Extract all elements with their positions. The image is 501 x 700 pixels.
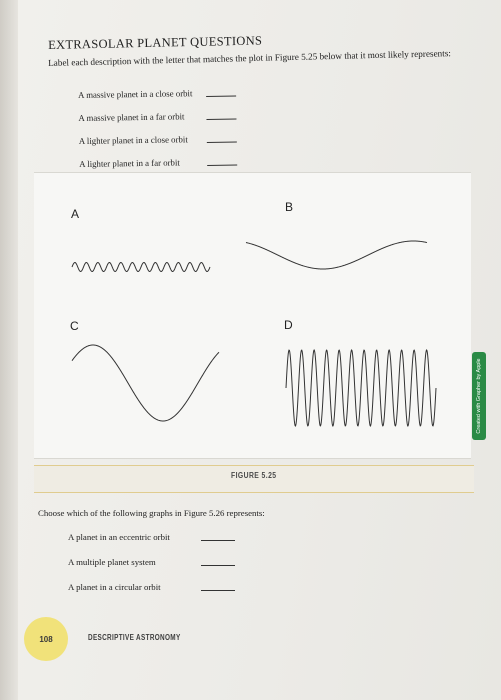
panel-label-a: A <box>71 207 80 221</box>
option-label: A multiple planet system <box>68 557 156 567</box>
option-label: A planet in an eccentric orbit <box>68 532 170 542</box>
option-list <box>68 532 235 607</box>
description-label: A massive planet in a close orbit <box>78 88 193 100</box>
list-item <box>79 134 237 159</box>
answer-blank[interactable] <box>201 565 235 566</box>
wave-d-plot <box>286 350 436 426</box>
figure-waves <box>34 173 471 458</box>
description-label: A lighter planet in a far orbit <box>79 157 180 169</box>
grapher-tag <box>472 352 486 440</box>
question-prompt: Choose which of the following graphs in Figure 5.26 represents: <box>38 508 265 518</box>
grapher-tag-text: Created with Grapher by Apple <box>476 358 482 434</box>
list-item <box>78 111 236 136</box>
panel-label-d: D <box>284 318 293 332</box>
option-label: A planet in a circular orbit <box>68 582 161 592</box>
list-item <box>68 557 235 582</box>
answer-blank[interactable] <box>201 590 235 591</box>
book-title: DESCRIPTIVE ASTRONOMY <box>88 633 181 642</box>
list-item <box>68 582 235 607</box>
instructions-text: Label each description with the letter that matches the plot in Figure 5.25 below that it most likely represents: <box>48 48 451 68</box>
panel-label-c: C <box>70 319 79 333</box>
figure-5-25 <box>34 172 471 459</box>
answer-blank[interactable] <box>206 119 236 120</box>
description-list <box>78 88 237 182</box>
page-number-badge <box>24 617 68 661</box>
wave-c-plot <box>72 345 219 421</box>
answer-blank[interactable] <box>207 165 237 166</box>
page-gutter <box>0 0 18 700</box>
wave-b-plot <box>246 241 427 269</box>
list-item <box>68 532 235 557</box>
description-label: A massive planet in a far orbit <box>78 111 185 123</box>
panel-label-b: B <box>285 200 294 214</box>
answer-blank[interactable] <box>207 142 237 143</box>
answer-blank[interactable] <box>201 540 235 541</box>
figure-caption: FIGURE 5.25 <box>231 471 277 480</box>
description-label: A lighter planet in a close orbit <box>78 134 188 146</box>
section-heading: EXTRASOLAR PLANET QUESTIONS <box>48 33 263 52</box>
answer-blank[interactable] <box>206 96 236 97</box>
wave-a-plot <box>72 263 210 272</box>
list-item <box>78 88 236 113</box>
page-number: 108 <box>39 634 53 644</box>
